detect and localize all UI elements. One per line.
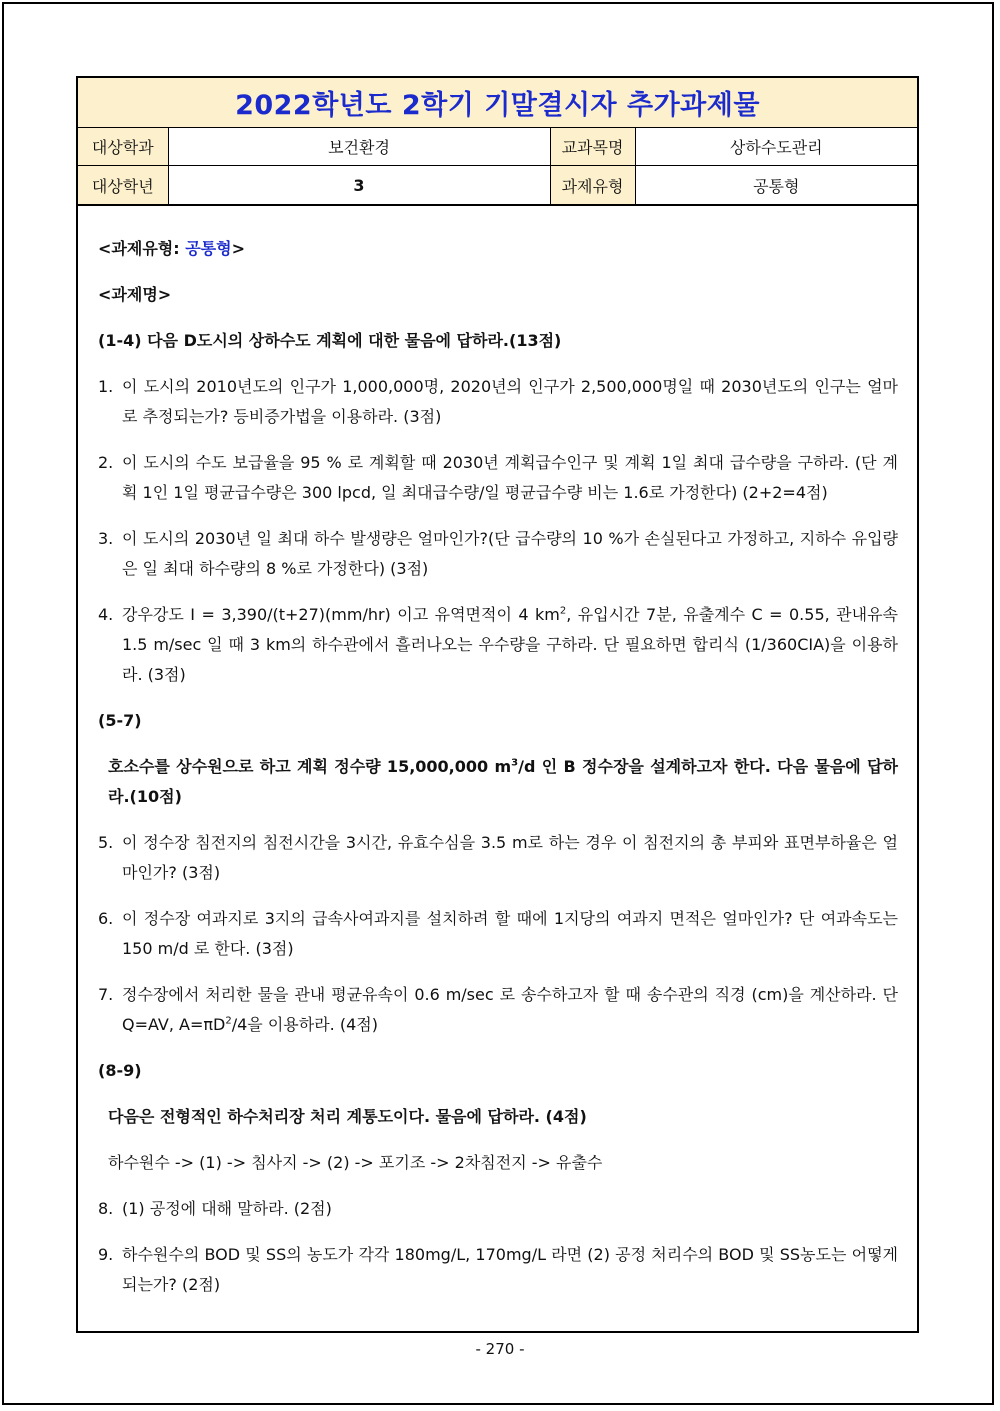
course-label: 교과목명 xyxy=(550,128,635,166)
question-text: (1) 공정에 대해 말하라. (2점) xyxy=(122,1199,332,1218)
assignment-type-prefix: <과제유형: xyxy=(98,239,186,258)
intro-part: /d 인 B 정수장을 설계하고자 한다. 다음 물음에 답하라.(10점) xyxy=(108,757,898,806)
question-number: 9. xyxy=(98,1245,114,1264)
page-number: - 270 - xyxy=(475,1340,525,1358)
question-3 xyxy=(98,524,898,584)
assignment-type-suffix: > xyxy=(231,239,245,258)
question-8 xyxy=(98,1194,898,1224)
question-number: 7. xyxy=(98,985,114,1004)
question-number: 6. xyxy=(98,909,114,928)
question-text-part: 정수장에서 처리한 물을 관내 평균유속이 0.6 m/sec 로 송수하고자 할 때 송수관의 직경 (cm)을 계산하라. 단 Q=AV, A=πD xyxy=(122,985,898,1034)
section2-intro xyxy=(98,752,898,812)
superscript: 2 xyxy=(559,605,567,617)
question-number: 2. xyxy=(98,453,114,472)
type-label: 과제유형 xyxy=(550,166,635,206)
question-text: 이 도시의 2010년도의 인구가 1,000,000명, 2020년의 인구가 2,500,000명일 때 2030년도의 인구는 얼마로 추정되는가? 등비증가법을 이용하라. (3점) xyxy=(122,377,898,426)
section3-header: (8-9) xyxy=(98,1061,142,1080)
section3-intro: 다음은 전형적인 하수처리장 처리 계통도이다. 물음에 답하라. (4점) xyxy=(108,1107,587,1126)
question-number: 3. xyxy=(98,529,114,548)
info-row-1 xyxy=(78,128,917,166)
question-7 xyxy=(98,980,898,1040)
dept-value: 보건환경 xyxy=(168,128,550,166)
document-body xyxy=(78,206,917,1300)
question-9 xyxy=(98,1240,898,1300)
type-value: 공통형 xyxy=(635,166,917,206)
section1-header: (1-4) 다음 D도시의 상하수도 계획에 대한 물음에 답하라.(13점) xyxy=(98,331,562,350)
question-text xyxy=(122,980,898,1040)
superscript: 2 xyxy=(225,1015,232,1027)
info-row-2 xyxy=(78,166,917,206)
question-text: 이 정수장 여과지로 3지의 급속사여과지를 설치하려 할 때에 1지당의 여과지 면적은 얼마인가? 단 여과속도는 150 m/d 로 한다. (3점) xyxy=(122,909,898,958)
question-5 xyxy=(98,828,898,888)
question-text: 이 도시의 2030년 일 최대 하수 발생량은 얼마인가?(단 급수량의 10 %가 손실된다고 가정하고, 지하수 유입량은 일 최대 하수량의 8 %로 가정한다) (3점) xyxy=(122,529,898,578)
question-number: 4. xyxy=(98,605,114,624)
question-number: 5. xyxy=(98,833,114,852)
assignment-name-heading: <과제명> xyxy=(98,285,172,304)
question-number: 8. xyxy=(98,1199,114,1218)
year-value: 3 xyxy=(168,166,550,206)
question-1 xyxy=(98,372,898,432)
process-flow: 하수원수 -> (1) -> 침사지 -> (2) -> 포기조 -> 2차침전지 -> 유출수 xyxy=(108,1153,603,1172)
question-4 xyxy=(98,600,898,690)
question-number: 1. xyxy=(98,377,114,396)
intro-part: 호소수를 상수원으로 하고 계획 정수량 15,000,000 m xyxy=(108,757,512,776)
question-6 xyxy=(98,904,898,964)
dept-label: 대상학과 xyxy=(78,128,168,166)
assignment-type-value: 공통형 xyxy=(185,239,232,258)
assignment-document xyxy=(76,76,919,1333)
question-text-part: /4을 이용하라. (4점) xyxy=(231,1015,378,1034)
info-table xyxy=(78,128,917,206)
year-label: 대상학년 xyxy=(78,166,168,206)
course-value: 상하수도관리 xyxy=(635,128,917,166)
question-text: 이 도시의 수도 보급율을 95 % 로 계획할 때 2030년 계획급수인구 및 계획 1일 최대 급수량을 구하라. (단 계획 1인 1일 평균급수량은 300 lpcd, 일 최대급수량/일 평균급수량 비는 1.6로 가정한다) (2+2=4점) xyxy=(122,453,898,502)
question-text xyxy=(122,600,898,690)
question-text-part: , 유입시간 7분, 유출계수 C = 0.55, 관내유속 1.5 m/sec 일 때 3 km의 하수관에서 흘러나오는 우수량을 구하라. 단 필요하면 합리식 (1/360CIA)을 이용하라. (3점) xyxy=(122,605,898,684)
assignment-type-line xyxy=(98,234,898,264)
question-2 xyxy=(98,448,898,508)
section2-header: (5-7) xyxy=(98,711,142,730)
question-text: 이 정수장 침전지의 침전시간을 3시간, 유효수심을 3.5 m로 하는 경우 이 침전지의 총 부피와 표면부하율은 얼마인가? (3점) xyxy=(122,833,898,882)
question-text-part: 강우강도 I = 3,390/(t+27)(mm/hr) 이고 유역면적이 4 km xyxy=(122,605,560,624)
document-title: 2022학년도 2학기 기말결시자 추가과제물 xyxy=(78,78,917,128)
superscript: 3 xyxy=(511,757,519,769)
question-text: 하수원수의 BOD 및 SS의 농도가 각각 180mg/L, 170mg/L 라면 (2) 공정 처리수의 BOD 및 SS농도는 어떻게 되는가? (2점) xyxy=(122,1245,898,1294)
